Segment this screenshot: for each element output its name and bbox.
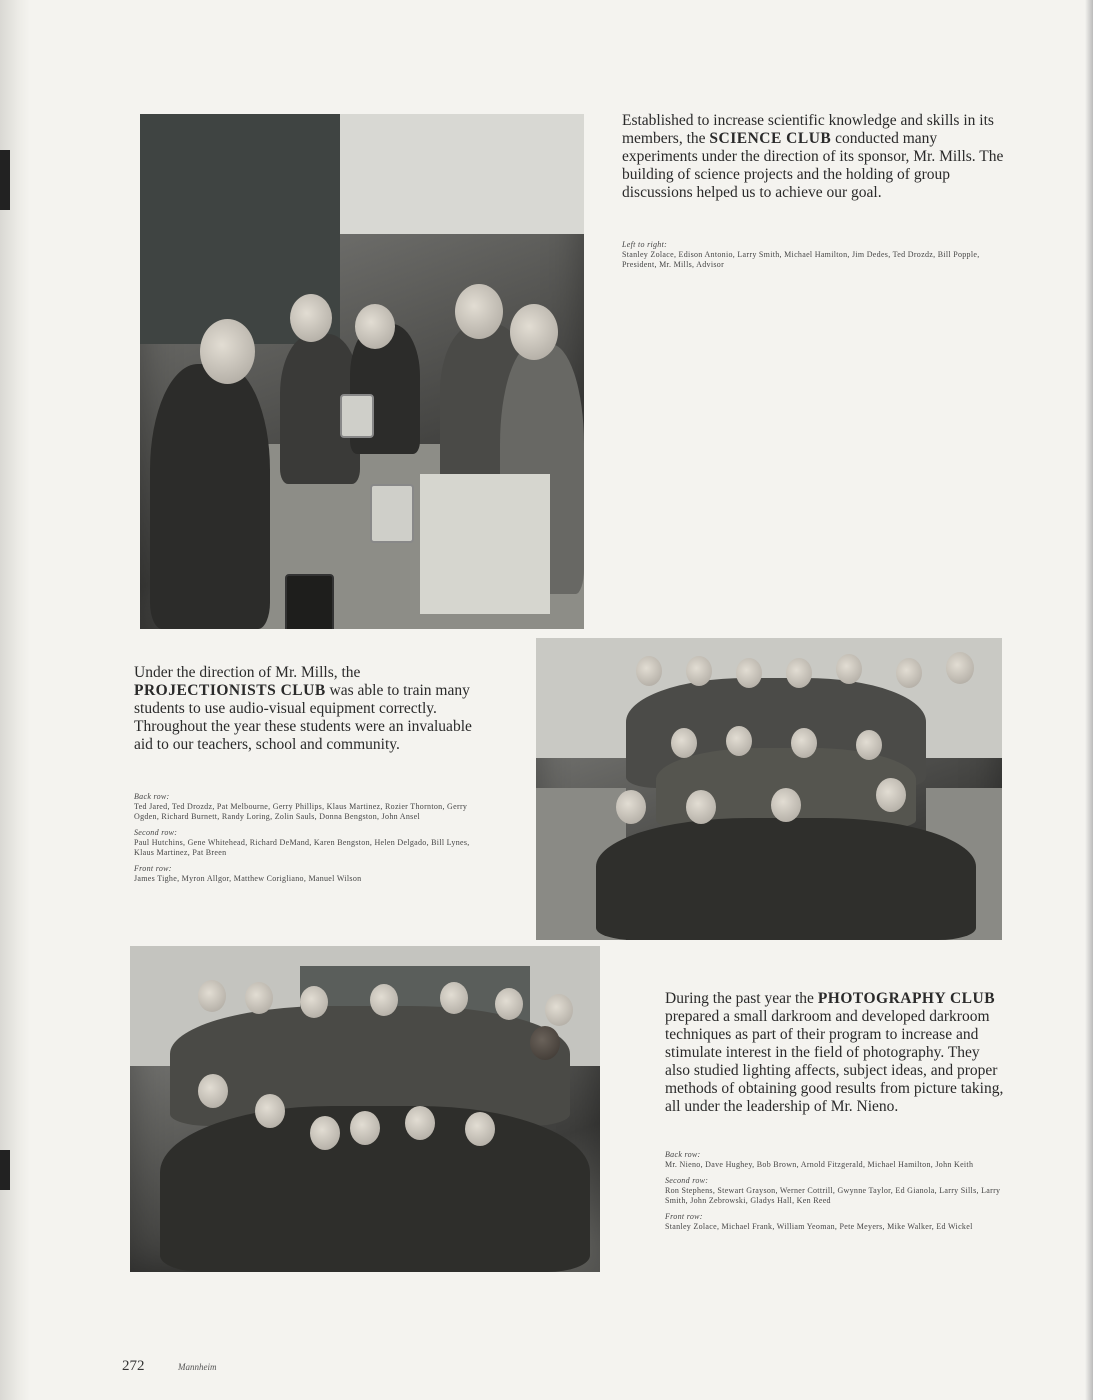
science-club-name: SCIENCE CLUB <box>709 130 832 147</box>
second-row-names: Ron Stephens, Stewart Grayson, Werner Cottrill, Gwynne Taylor, Ed Gianola, Larry Sills, Larry Smith, John Zebrowski, Gladys Hall, Ken Reed <box>665 1186 1001 1205</box>
science-club-description <box>622 112 1012 202</box>
page-edge <box>1085 0 1093 1400</box>
projectionists-club-description <box>134 664 479 754</box>
back-row-label: Back row: <box>134 792 170 801</box>
photography-text-pre: During the past year the <box>665 990 818 1007</box>
front-row-names: Stanley Zolace, Michael Frank, William Yeoman, Pete Meyers, Mike Walker, Ed Wickel <box>665 1222 973 1231</box>
projectionists-text-post: was able to train many students to use audio-visual equipment correctly. Throughout the year these students were an invaluable aid to our teachers, school and community. <box>134 682 472 753</box>
science-text-pre: Established to increase scientific knowledge and skills in its members, the <box>622 112 994 147</box>
photography-club-description <box>665 990 1005 1116</box>
projectionists-club-name: PROJECTIONISTS CLUB <box>134 682 326 699</box>
front-row-label: Front row: <box>665 1212 703 1221</box>
caption-names: Stanley Zolace, Edison Antonio, Larry Smith, Michael Hamilton, Jim Dedes, Ted Drozdz, Bill Popple, President, Mr. Mills, Advisor <box>622 250 980 269</box>
spine-mark <box>0 150 10 210</box>
page-number: 272 <box>122 1358 145 1374</box>
second-row-names: Paul Hutchins, Gene Whitehead, Richard DeMand, Karen Bengston, Helen Delgado, Bill Lynes, Klaus Martinez, Pat Breen <box>134 838 470 857</box>
photography-text-post: prepared a small darkroom and developed darkroom techniques as part of their program to increase and stimulate interest in the field of photography. They also studied lighting affects, subject ideas, and proper methods of obtaining good results from picture taking, all under the leadership of Mr. Nieno. <box>665 1008 1004 1115</box>
front-row-names: James Tighe, Myron Allgor, Matthew Corigliano, Manuel Wilson <box>134 874 362 883</box>
spine-mark <box>0 1150 10 1190</box>
projectionists-club-caption <box>134 792 480 884</box>
photography-club-caption <box>665 1150 1005 1232</box>
caption-label: Left to right: <box>622 240 668 249</box>
science-club-caption <box>622 240 1014 270</box>
back-row-names: Ted Jared, Ted Drozdz, Pat Melbourne, Gerry Phillips, Klaus Martinez, Rozier Thornton, Gerry Ogden, Richard Burnett, Randy Loring, Zolin Sauls, Donna Bengston, John Ansel <box>134 802 468 821</box>
projectionists-club-photo <box>536 638 1002 940</box>
back-row-label: Back row: <box>665 1150 701 1159</box>
yearbook-folio: Mannheim <box>178 1362 217 1372</box>
second-row-label: Second row: <box>665 1176 709 1185</box>
projectionists-text-pre: Under the direction of Mr. Mills, the <box>134 664 361 681</box>
science-club-photo <box>140 114 584 629</box>
second-row-label: Second row: <box>134 828 178 837</box>
photography-club-name: PHOTOGRAPHY CLUB <box>817 990 996 1007</box>
front-row-label: Front row: <box>134 864 172 873</box>
back-row-names: Mr. Nieno, Dave Hughey, Bob Brown, Arnold Fitzgerald, Michael Hamilton, John Keith <box>665 1160 974 1169</box>
photography-club-photo <box>130 946 600 1272</box>
book-spine <box>0 0 30 1400</box>
science-text-post: conducted many experiments under the direction of its sponsor, Mr. Mills. The building of science projects and the holding of group discussions helped us to achieve our goal. <box>622 130 1004 201</box>
